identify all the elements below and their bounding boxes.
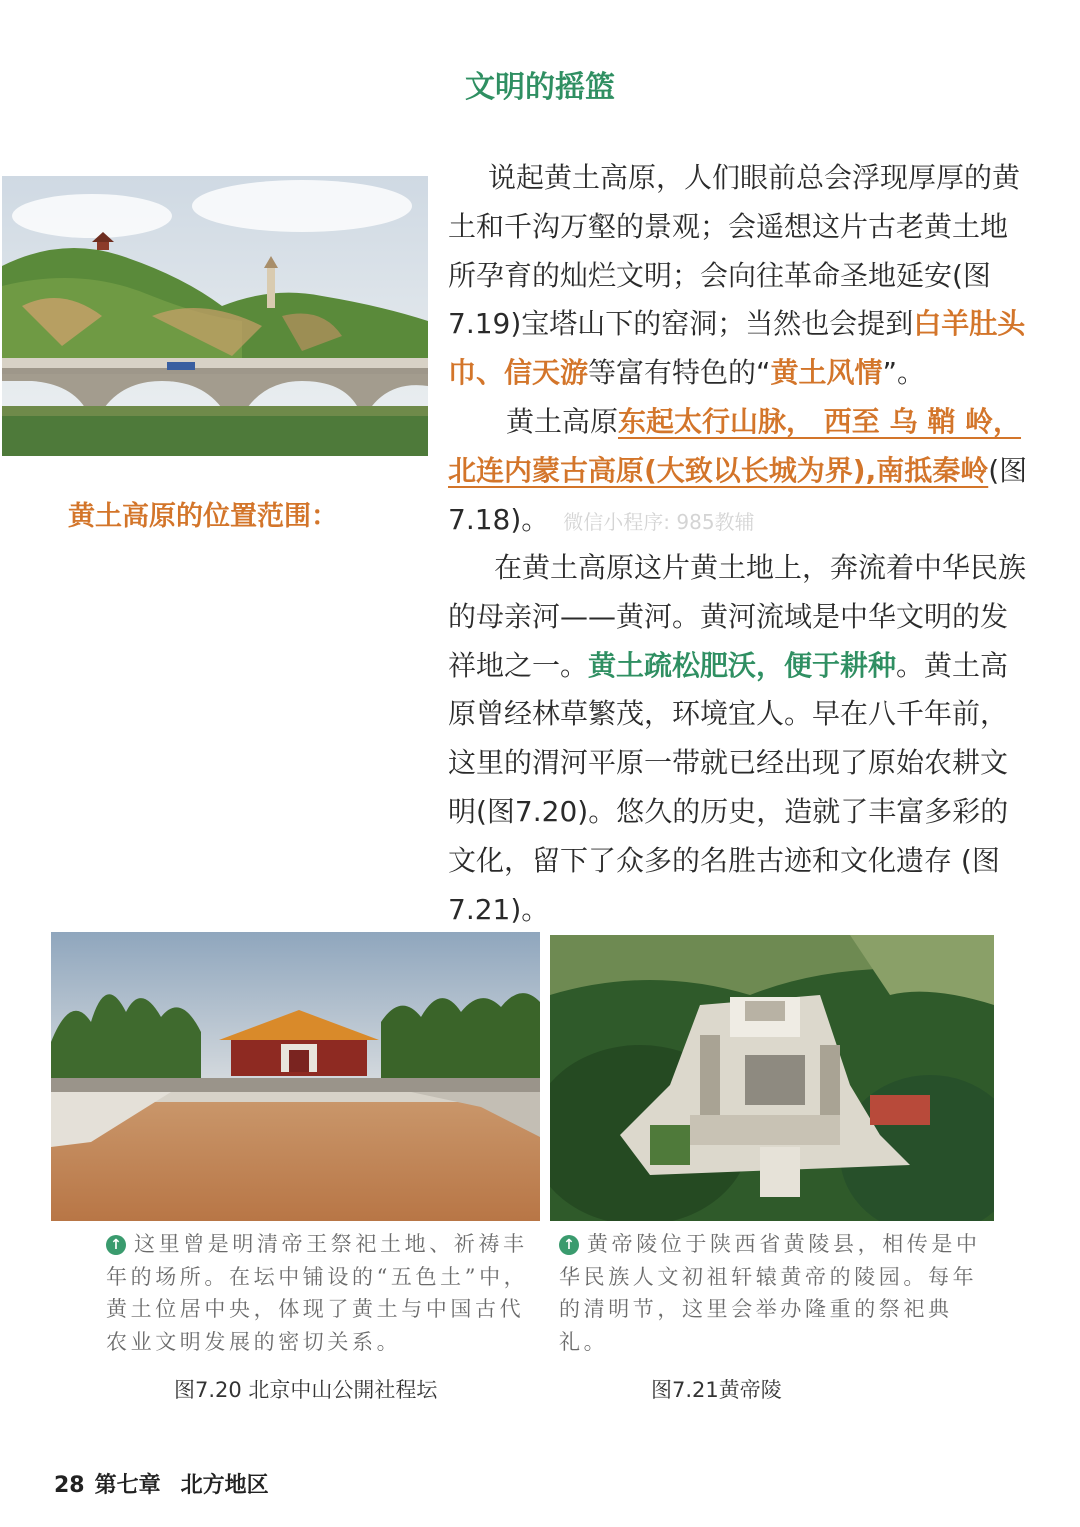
paragraph-2-text-a: 黄土高原 [506, 405, 619, 438]
figure-label-7-20: 图7.20 北京中山公開社程坛 [174, 1378, 438, 1402]
figure-label-7-21: 图7.21黄帝陵 [651, 1378, 782, 1402]
region-label: 北方地区 [180, 1473, 269, 1498]
chapter-label: 第七章 [94, 1473, 161, 1498]
paragraph-1 [448, 154, 1033, 398]
paragraph-1-text-c: ”。 [882, 356, 926, 390]
watermark: 微信小程序: 985教辅 [563, 509, 755, 534]
photo-altar-of-land-and-grain [51, 932, 540, 1221]
paragraph-3-text-b: 。黄土高原曾经林草繁茂，环境宜人。早在八千年前，这里的渭河平原一带就已经出现了原始农耕文明(图7.20)。悠久的历史，造就了丰富多彩的文化，留下了众多的名胜古迹和文化遗存 (图7.21)。 [448, 648, 1009, 926]
paragraph-1-highlight-2: 黄土风情 [770, 356, 883, 390]
photo-yanan-bridge [2, 176, 428, 456]
caption-altar [106, 1228, 540, 1358]
paragraph-3-highlight: 黄土疏松肥沃，便于耕种 [588, 648, 897, 682]
arrow-up-icon: ↑ [106, 1235, 126, 1255]
caption-mausoleum-text: 黄帝陵位于陕西省黄陵县，相传是中华民族人文初祖轩辕黄帝的陵园。每年的清明节，这里会举办隆重的祭祀典礼。 [559, 1232, 981, 1354]
caption-altar-text: 这里曾是明清帝王祭祀土地、祈祷丰年的场所。在坛中铺设的“五色土”中，黄土位居中央，体现了黄土与中国古代农业文明发展的密切关系。 [106, 1232, 529, 1354]
paragraph-2-text-b: (图7.18)。 [448, 453, 1028, 536]
photo-huangdi-mausoleum [550, 935, 994, 1221]
range-heading: 黄土高原的位置范围： [68, 501, 338, 532]
page-footer [54, 1468, 269, 1499]
paragraph-3 [448, 544, 1033, 934]
paragraph-1-text-a: 说起黄土高原，人们眼前总会浮现厚厚的黄土和千沟万壑的景观；会遥想这片古老黄土地所孕育的灿烂文明；会向往革命圣地延安(图7.19)宝塔山下的窑洞；当然也会提到 [448, 161, 1021, 341]
paragraph-3-text-a: 在黄土高原这片黄土地上，奔流着中华民族的母亲河——黄河。黄河流域是中华文明的发祥地之一。 [448, 551, 1027, 682]
section-title: 文明的摇篮 [465, 70, 615, 105]
paragraph-2-highlight: 东起太行山脉， 西至 乌 鞘 岭，北连内蒙古高原(大致以长城为界),南抵秦岭 [448, 405, 1022, 487]
page-number: 28 [54, 1473, 85, 1498]
caption-mausoleum [559, 1228, 999, 1358]
paragraph-2 [448, 398, 1033, 546]
paragraph-1-text-b: 等富有特色的“ [588, 356, 771, 390]
arrow-up-icon: ↑ [559, 1235, 579, 1255]
paragraph-1-highlight-1: 白羊肚头巾、信天游 [448, 307, 1026, 390]
